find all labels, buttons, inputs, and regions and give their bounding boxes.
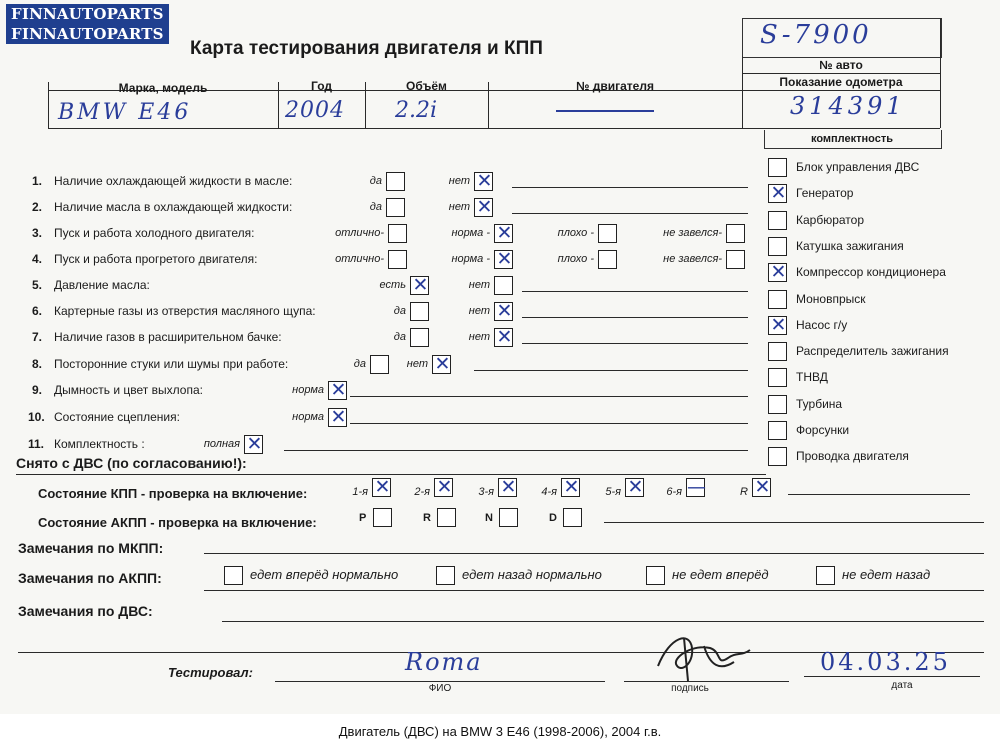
check-mark-icon: ✕ <box>500 476 517 498</box>
completeness-checkbox[interactable] <box>768 421 787 440</box>
akpp-remark-checkbox[interactable] <box>224 566 243 585</box>
brand-watermark: FINNAUTOPARTS <box>6 4 169 24</box>
gear-label: 5-я <box>605 486 621 498</box>
remarks-mkpp-line <box>204 553 984 554</box>
check-mark-icon: ✕ <box>496 222 513 244</box>
question-number: 10. <box>28 410 45 424</box>
question-number: 4. <box>32 252 43 266</box>
signature-caption: подпись <box>671 683 709 694</box>
completeness-checkbox[interactable] <box>768 447 787 466</box>
check-mark-icon: ✕ <box>754 476 771 498</box>
question-number: 2. <box>32 200 43 214</box>
option-label: да <box>393 331 406 343</box>
option-label: норма - <box>451 227 490 239</box>
option-checkbox[interactable] <box>494 302 513 321</box>
akpp-position-label: P <box>359 512 367 524</box>
completeness-checkbox[interactable] <box>768 368 787 387</box>
date-caption: дата <box>891 680 913 691</box>
option-label: да <box>369 175 382 187</box>
check-mark-icon: ✕ <box>374 476 391 498</box>
remarks-mkpp-label: Замечания по МКПП: <box>18 540 164 556</box>
check-mark-icon: ✕ <box>436 476 453 498</box>
signature-mark <box>650 626 760 686</box>
completeness-item-label: Насос г/у <box>796 318 848 332</box>
option-checkbox[interactable] <box>474 172 493 191</box>
check-mark-icon: ✕ <box>496 300 513 322</box>
question-text: Пуск и работа прогретого двигателя: <box>54 252 258 266</box>
akpp-label: Состояние АКПП - проверка на включение: <box>38 515 317 530</box>
completeness-checkbox[interactable] <box>768 395 787 414</box>
card-title: Карта тестирования двигателя и КПП <box>190 38 543 59</box>
completeness-checkbox[interactable] <box>768 237 787 256</box>
question-text: Комплектность : <box>54 437 145 451</box>
completeness-checkbox[interactable] <box>768 316 787 335</box>
gear-checkbox[interactable] <box>686 478 705 497</box>
question-text: Давление масла: <box>54 278 150 292</box>
gear-label: 1-я <box>352 486 368 498</box>
answer-line <box>350 396 748 397</box>
question-text: Пуск и работа холодного двигателя: <box>54 226 255 240</box>
auto-number-value: S-7900 <box>760 20 872 50</box>
completeness-item-label: Генератор <box>796 186 854 200</box>
question-number: 8. <box>32 357 43 371</box>
answer-line <box>512 187 748 188</box>
table-rule <box>940 18 941 128</box>
answer-line <box>512 213 748 214</box>
remarks-akpp-line <box>204 590 984 591</box>
option-checkbox[interactable] <box>474 198 493 217</box>
completeness-item-label: Катушка зажигания <box>796 239 904 253</box>
option-checkbox[interactable] <box>244 435 263 454</box>
volume-header: Объём <box>406 79 447 93</box>
tested-label: Тестировал: <box>168 665 253 680</box>
option-label: да <box>369 201 382 213</box>
completeness-checkbox[interactable] <box>768 290 787 309</box>
question-text: Наличие охлаждающей жидкости в масле: <box>54 174 293 188</box>
question-number: 3. <box>32 226 43 240</box>
question-number: 9. <box>32 383 43 397</box>
table-rule <box>48 128 940 129</box>
completeness-item-label: Проводка двигателя <box>796 449 909 463</box>
check-mark-icon: ✕ <box>330 379 347 401</box>
photo-caption: Двигатель (ДВС) на BMW 3 E46 (1998-2006), 2004 г.в. <box>0 714 1000 750</box>
akpp-line <box>604 522 984 523</box>
gear-label: 4-я <box>541 486 557 498</box>
check-mark-icon: — <box>687 476 706 498</box>
akpp-position-label: N <box>485 512 493 524</box>
akpp-position-label: R <box>423 512 431 524</box>
option-label: отлично- <box>335 253 384 265</box>
removed-label: Снято с ДВС (по согласованию!): <box>16 455 247 471</box>
test-date: 04.03.25 <box>820 648 951 676</box>
check-mark-icon: ✕ <box>496 326 513 348</box>
check-mark-icon: ✕ <box>330 406 347 428</box>
option-checkbox[interactable] <box>432 355 451 374</box>
option-label: отлично- <box>335 227 384 239</box>
option-label: норма <box>292 411 324 423</box>
check-mark-icon: ✕ <box>770 314 787 336</box>
question-text: Состояние сцепления: <box>54 410 180 424</box>
akpp-position-checkbox[interactable] <box>373 508 392 527</box>
completeness-item-label: Моновпрыск <box>796 292 866 306</box>
question-text: Посторонние стуки или шумы при работе: <box>54 357 289 371</box>
option-label: нет <box>468 305 490 317</box>
option-label: да <box>353 358 366 370</box>
check-mark-icon: ✕ <box>412 274 429 296</box>
date-line <box>804 676 980 677</box>
completeness-item-label: ТНВД <box>796 370 828 384</box>
option-checkbox[interactable] <box>328 408 347 427</box>
option-label: плохо - <box>557 227 594 239</box>
completeness-checkbox[interactable] <box>768 158 787 177</box>
answer-line <box>522 343 748 344</box>
check-mark-icon: ✕ <box>246 433 263 455</box>
question-text: Картерные газы из отверстия масляного щупа: <box>54 304 316 318</box>
year-value: 2004 <box>285 98 345 123</box>
table-rule <box>742 56 743 128</box>
option-label: полная <box>203 438 240 450</box>
answer-line <box>474 370 748 371</box>
fio-line <box>275 681 605 682</box>
gear-label: 3-я <box>478 486 494 498</box>
check-mark-icon: ✕ <box>770 182 787 204</box>
model-value: BMW E46 <box>58 100 192 125</box>
akpp-position-label: D <box>549 512 557 524</box>
akpp-remark-checkbox[interactable] <box>646 566 665 585</box>
option-checkbox[interactable] <box>726 250 745 269</box>
option-checkbox[interactable] <box>388 250 407 269</box>
option-checkbox[interactable] <box>726 224 745 243</box>
akpp-remark-checkbox[interactable] <box>816 566 835 585</box>
akpp-remark-label: не едет вперёд <box>672 567 769 582</box>
option-label: да <box>393 305 406 317</box>
option-label: норма <box>292 384 324 396</box>
gear-label: 6-я <box>666 486 682 498</box>
option-label: нет <box>468 279 490 291</box>
table-rule <box>742 73 940 74</box>
check-mark-icon: ✕ <box>563 476 580 498</box>
fio-caption: ФИО <box>428 683 452 694</box>
answer-line <box>522 291 748 292</box>
question-number: 7. <box>32 330 43 344</box>
check-mark-icon: ✕ <box>627 476 644 498</box>
question-text: Наличие газов в расширительном бачке: <box>54 330 282 344</box>
option-label: нет <box>468 331 490 343</box>
question-number: 11. <box>28 437 45 451</box>
engine-number-header: № двигателя <box>576 79 654 93</box>
option-label: норма - <box>451 253 490 265</box>
completeness-item-label: Распределитель зажигания <box>796 344 949 358</box>
option-label: есть <box>379 279 406 291</box>
akpp-position-checkbox[interactable] <box>563 508 582 527</box>
option-label: не завелся- <box>663 227 722 239</box>
check-mark-icon: ✕ <box>434 353 451 375</box>
completeness-item-label: Форсунки <box>796 423 850 437</box>
completeness-item-label: Блок управления ДВС <box>796 160 920 174</box>
auto-number-label: № авто <box>819 58 863 72</box>
remarks-akpp-label: Замечания по АКПП: <box>18 570 162 586</box>
check-mark-icon: ✕ <box>476 170 493 192</box>
akpp-remark-label: едет вперёд нормально <box>250 567 399 582</box>
option-checkbox[interactable] <box>328 381 347 400</box>
completeness-checkbox[interactable] <box>768 263 787 282</box>
answer-line <box>284 450 748 451</box>
question-text: Дымность и цвет выхлопа: <box>54 383 203 397</box>
removed-line <box>16 474 766 475</box>
engine-number-dash <box>556 110 654 112</box>
tester-name: Roma <box>405 648 483 676</box>
option-checkbox[interactable] <box>494 328 513 347</box>
odometer-value: 314391 <box>790 92 906 120</box>
question-number: 6. <box>32 304 43 318</box>
brand-watermark: FINNAUTOPARTS <box>6 24 169 44</box>
year-header: Год <box>311 79 332 93</box>
remarks-dvs-line <box>222 621 984 622</box>
option-checkbox[interactable] <box>598 224 617 243</box>
completeness-checkbox[interactable] <box>768 184 787 203</box>
model-header: Марка, модель <box>118 81 208 95</box>
check-mark-icon: ✕ <box>770 261 787 283</box>
completeness-checkbox[interactable] <box>768 342 787 361</box>
check-mark-icon: ✕ <box>496 248 513 270</box>
question-number: 1. <box>32 174 43 188</box>
gear-label: 2-я <box>414 486 430 498</box>
option-checkbox[interactable] <box>494 250 513 269</box>
option-checkbox[interactable] <box>598 250 617 269</box>
completeness-item-label: Карбюратор <box>796 213 865 227</box>
question-text: Наличие масла в охлаждающей жидкости: <box>54 200 293 214</box>
akpp-position-checkbox[interactable] <box>437 508 456 527</box>
completeness-item-label: Компрессор кондиционера <box>796 265 946 279</box>
completeness-checkbox[interactable] <box>768 211 787 230</box>
answer-line <box>522 317 748 318</box>
answer-line <box>350 423 748 424</box>
kpp-label: Состояние КПП - проверка на включение: <box>38 486 308 501</box>
gear-checkbox[interactable] <box>752 478 771 497</box>
check-mark-icon: ✕ <box>476 196 493 218</box>
akpp-position-checkbox[interactable] <box>499 508 518 527</box>
volume-value: 2.2i <box>395 98 438 123</box>
completeness-title: комплектность <box>810 133 894 145</box>
question-number: 5. <box>32 278 43 292</box>
akpp-remark-label: едет назад нормально <box>462 567 602 582</box>
option-checkbox[interactable] <box>494 276 513 295</box>
akpp-remark-label: не едет назад <box>842 567 931 582</box>
completeness-item-label: Турбина <box>796 397 843 411</box>
option-label: плохо - <box>557 253 594 265</box>
option-label: нет <box>448 175 470 187</box>
option-checkbox[interactable] <box>388 224 407 243</box>
option-label: не завелся- <box>663 253 722 265</box>
remarks-dvs-label: Замечания по ДВС: <box>18 603 153 619</box>
gear-label: R <box>740 486 748 498</box>
option-label: нет <box>448 201 470 213</box>
gear-checkbox[interactable] <box>561 478 580 497</box>
option-checkbox[interactable] <box>494 224 513 243</box>
kpp-line <box>788 494 970 495</box>
odometer-label: Показание одометра <box>779 75 903 89</box>
akpp-remark-checkbox[interactable] <box>436 566 455 585</box>
gear-checkbox[interactable] <box>434 478 453 497</box>
option-label: нет <box>406 358 428 370</box>
